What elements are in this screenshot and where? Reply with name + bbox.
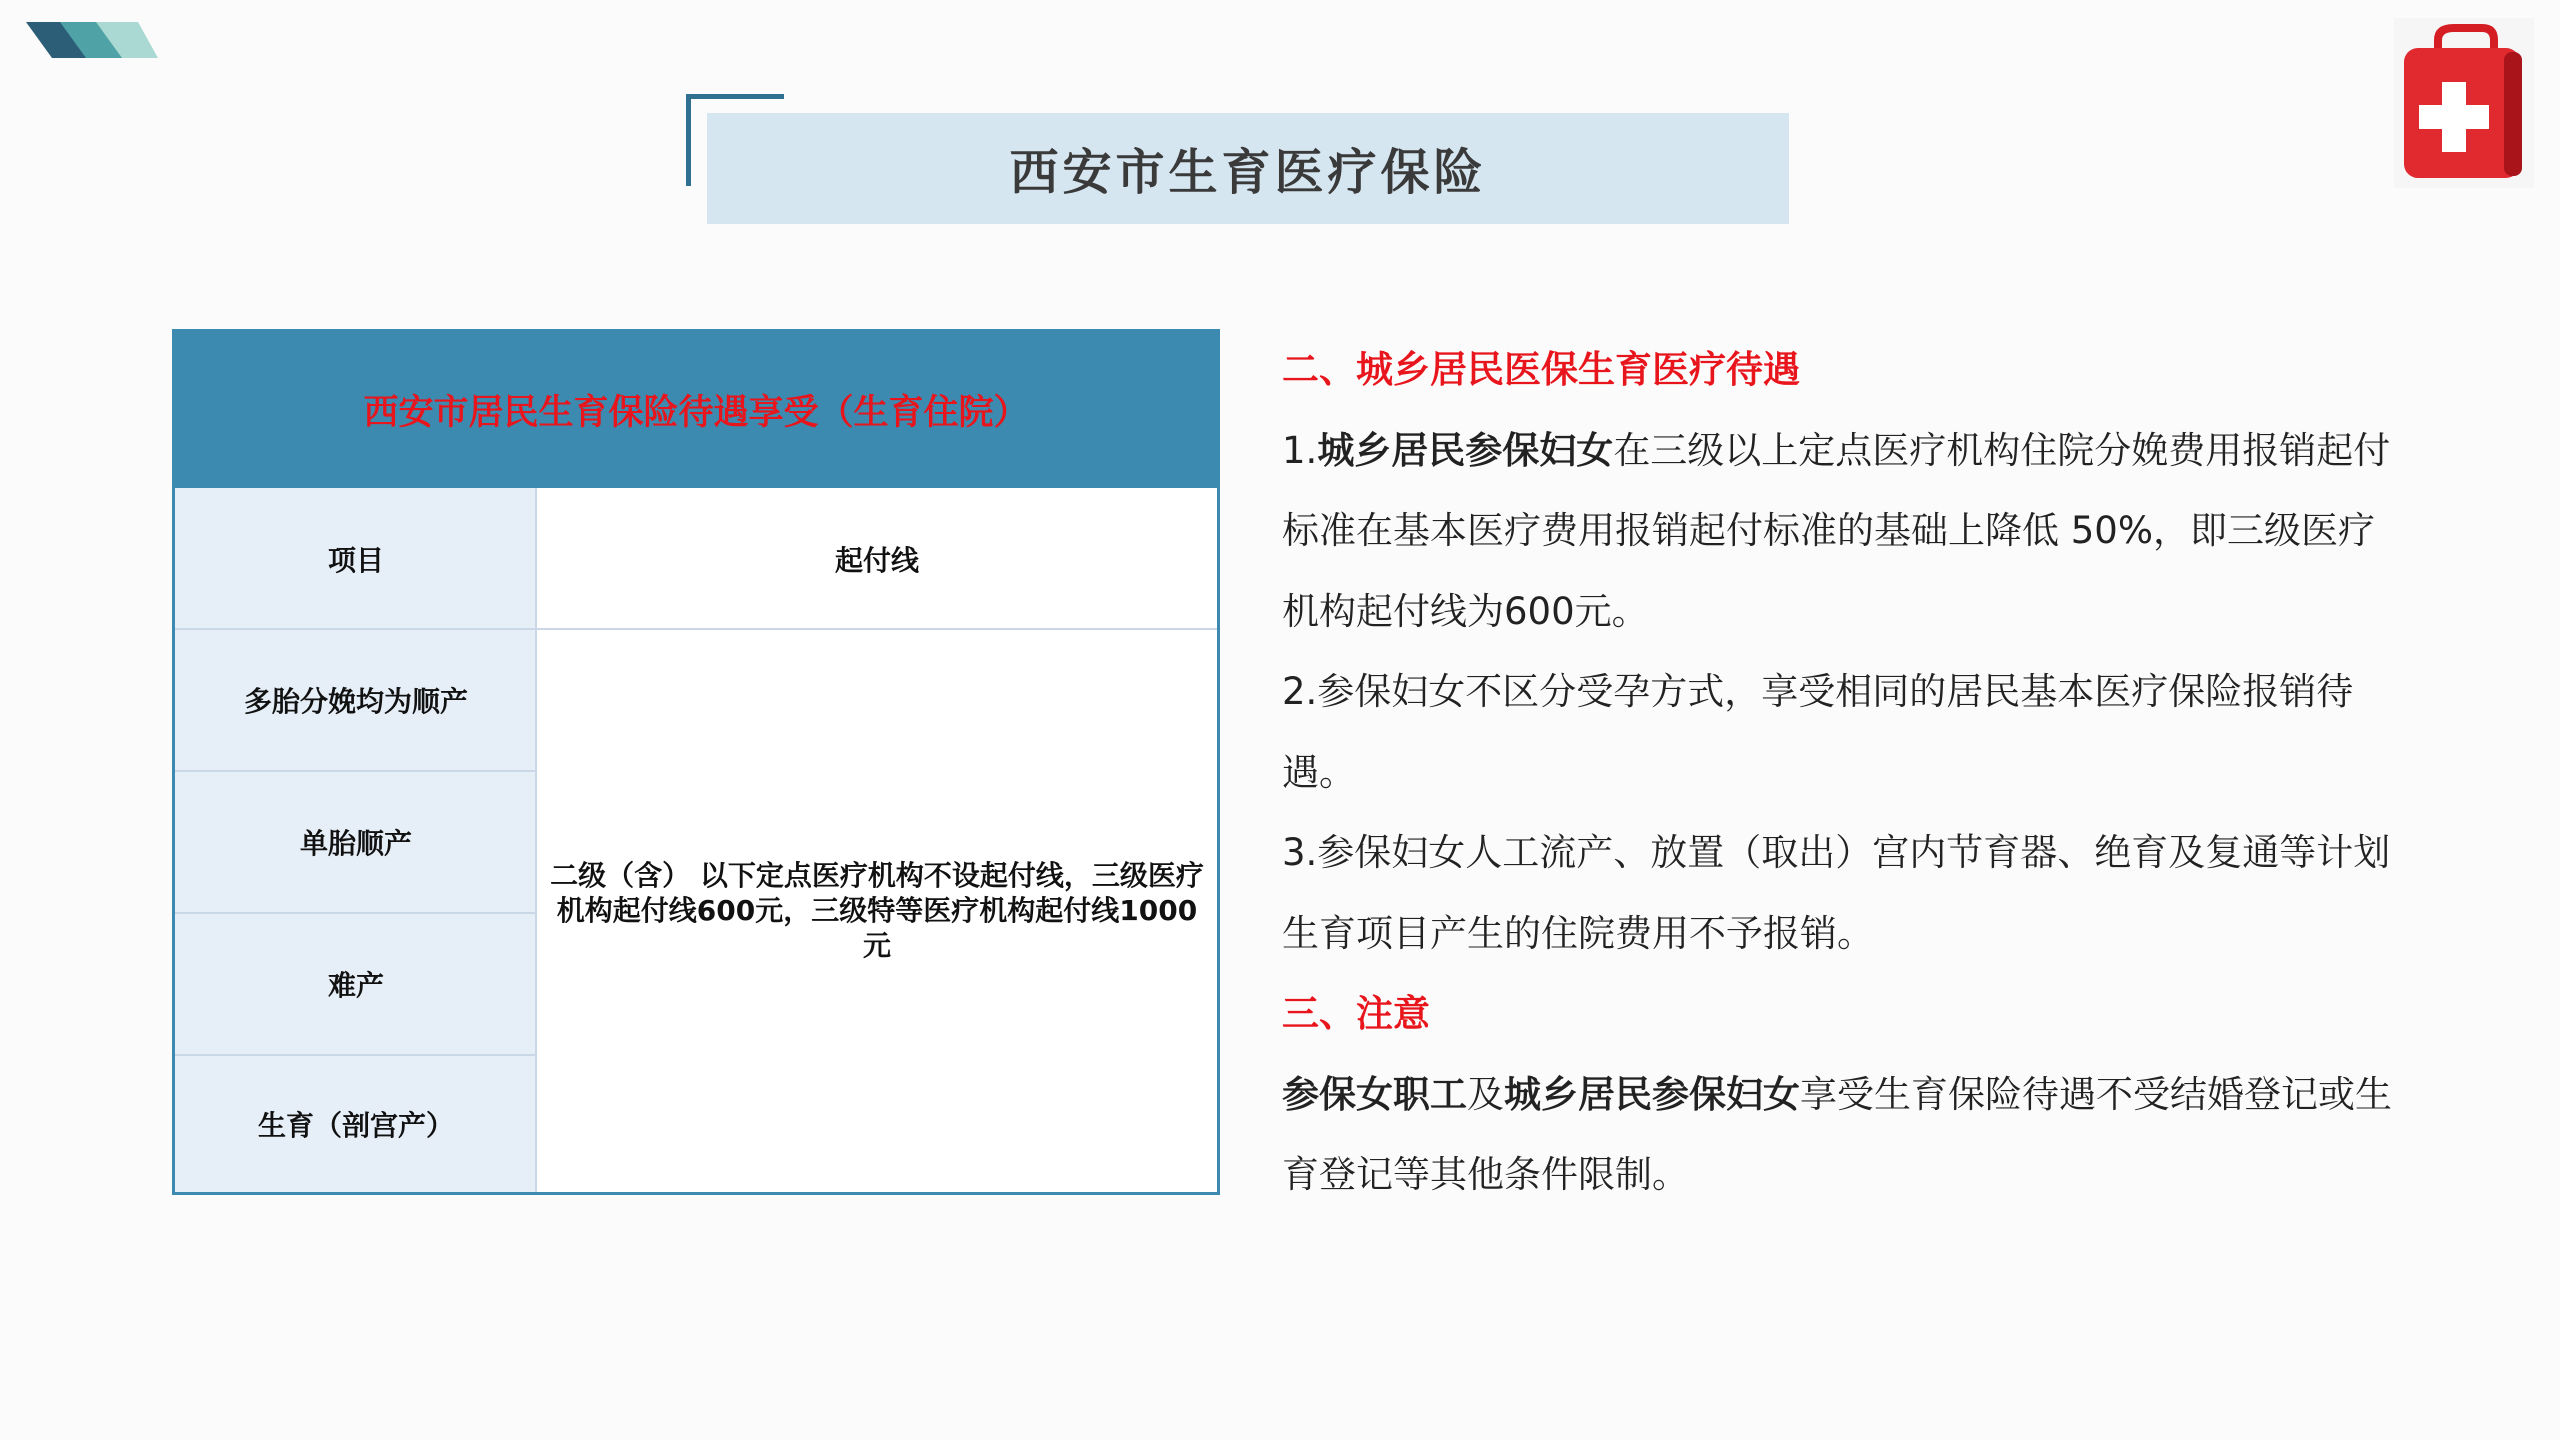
title-banner: [707, 113, 1789, 224]
table-title: 西安市居民生育保险待遇享受（生育住院）: [363, 393, 1029, 433]
table-row-label: 难产: [327, 968, 384, 1002]
benefit-table: [172, 329, 1220, 1195]
bold-text: 城乡居民参保妇女: [1504, 1072, 1800, 1116]
table-row-label: 多胎分娩均为顺产: [243, 684, 468, 718]
content-text: [1282, 330, 2402, 1216]
paragraph-text: 享受生育保险待遇不受结婚登记或生育登记等其他条件限制。: [1282, 1072, 2392, 1196]
bold-text: 参保女职工: [1282, 1072, 1467, 1116]
table-title-bar: [175, 332, 1217, 488]
table-header-cell: 项目: [327, 543, 384, 577]
bold-text: 城乡居民参保妇女: [1317, 428, 1614, 472]
paragraph: [1282, 1055, 2402, 1216]
paragraph: 3.参保妇女人工流产、放置（取出）宫内节育器、绝育及复通等计划生育项目产生的住院费用不予报销。: [1282, 831, 2391, 955]
paragraph-text: 及: [1467, 1072, 1504, 1116]
first-aid-kit-icon: [2394, 18, 2534, 188]
table-row-label: 生育（剖宫产）: [257, 1108, 454, 1142]
paragraph: 2.参保妇女不区分受孕方式，享受相同的居民基本医疗保险报销待遇。: [1282, 670, 2354, 794]
section-heading: 二、城乡居民医保生育医疗待遇: [1282, 348, 1800, 391]
table-merged-value: 二级（含） 以下定点医疗机构不设起付线，三级医疗机构起付线600元，三级特等医疗机构起付线1000元: [550, 859, 1204, 962]
table-header-cell: 起付线: [834, 543, 919, 577]
section-heading: 三、注意: [1282, 992, 1430, 1035]
paragraph-text: 在三级以上定点医疗机构住院分娩费用报销起付标准在基本医疗费用报销起付标准的基础上降低 50%，即三级医疗机构起付线为600元。: [1282, 428, 2391, 633]
paragraph: [1282, 411, 2402, 653]
page-title: 西安市生育医疗保险: [1009, 143, 1487, 201]
paragraph-number: 1.: [1282, 428, 1318, 472]
decorative-stripes-icon: [26, 22, 166, 58]
table-row-label: 单胎顺产: [299, 826, 412, 860]
